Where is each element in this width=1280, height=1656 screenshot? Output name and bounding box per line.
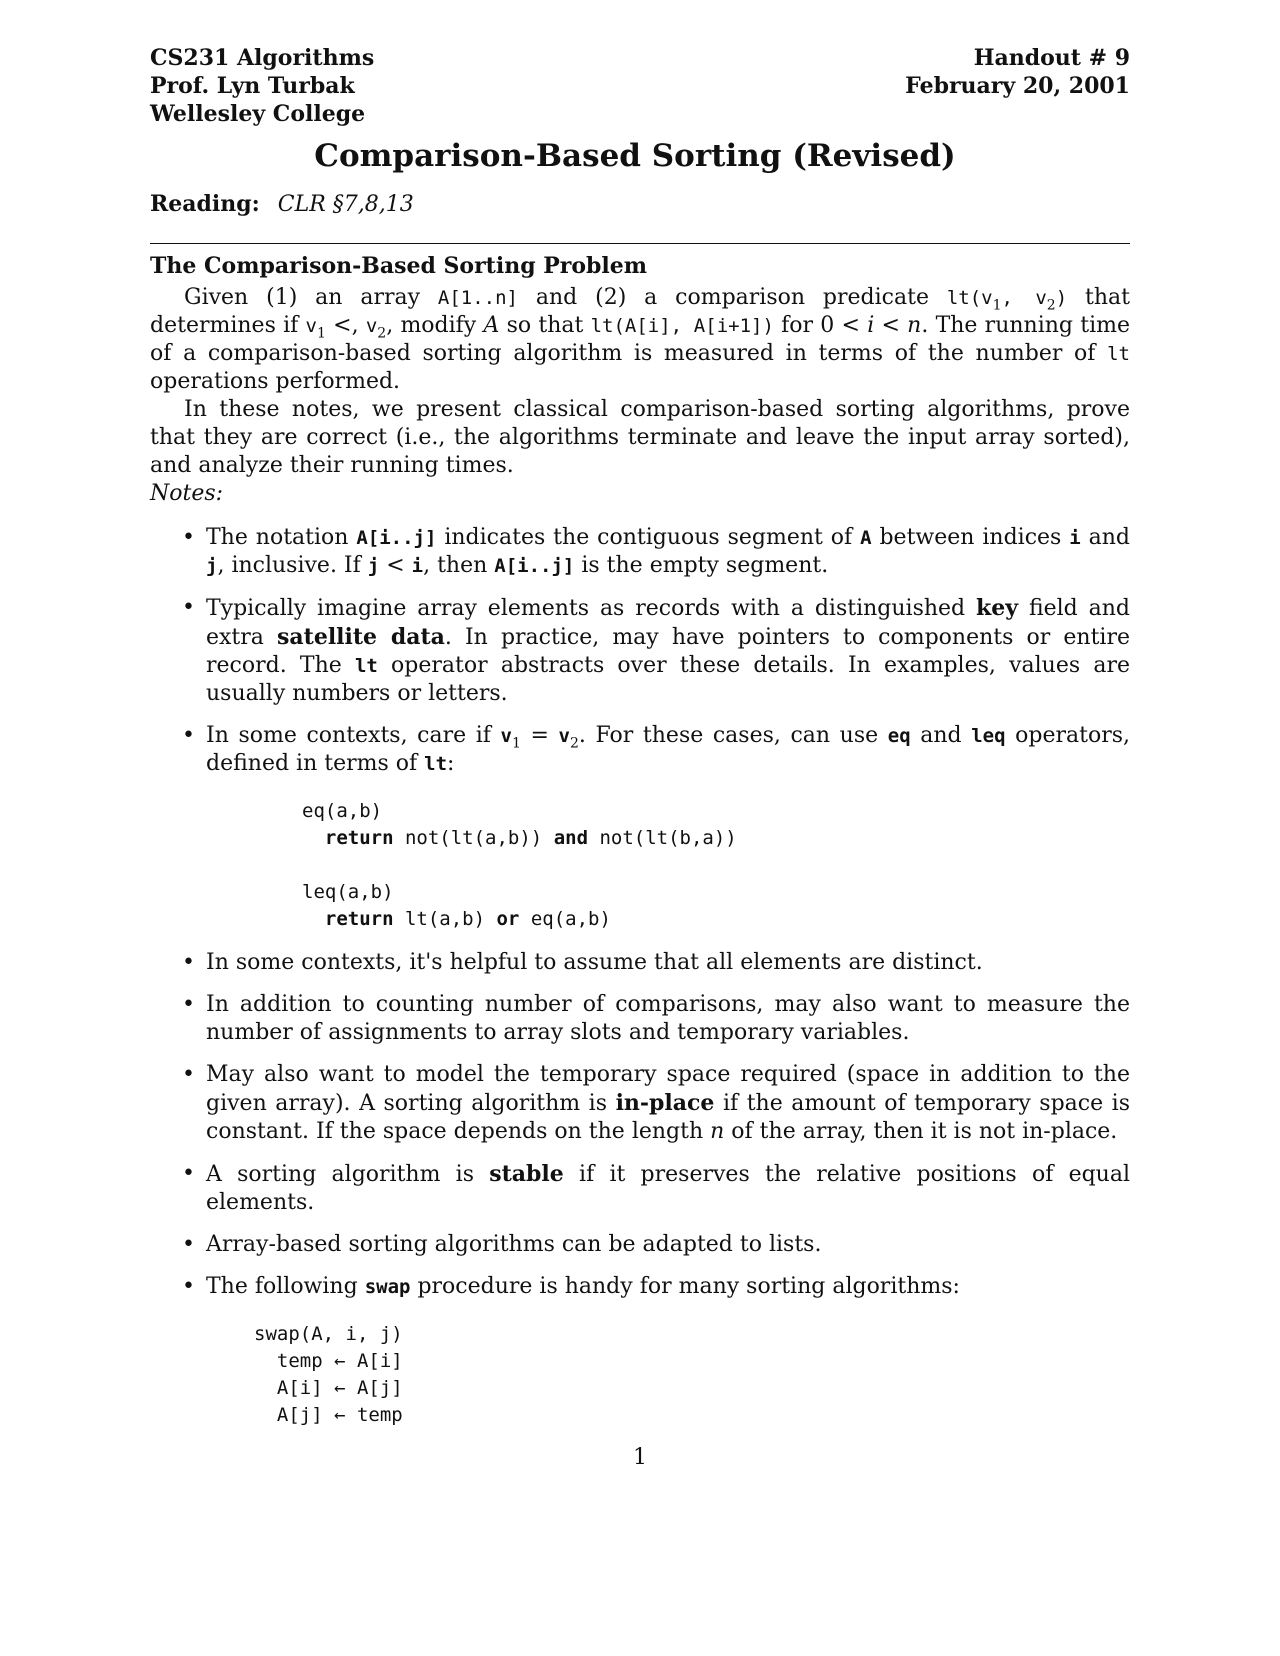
list-item: • In some contexts, it's helpful to assume that all elements are distinct. [150,949,1130,977]
notes-paragraph: In these notes, we present classical comparison-based sorting algorithms, prove that they are correct (i.e., the algorithms terminate and leave the input array sorted), and analyze their running times. [150,397,1130,478]
handout-date: February 20, 2001 [905,73,1130,99]
code-block-eq-leq: eq(a,b) return not(lt(a,b)) and not(lt(b,a)) leq(a,b) return lt(a,b) or eq(a,b) [302,800,737,930]
list-item: • In some contexts, care if $v_1 = v_2$. For these cases, can use eq and leq operators, defined in terms of lt: eq(a,b) return not(lt(a,b)) and not(lt(b,a)) leq(a,b) return lt(a,b) or eq(a,b) [150,722,1130,933]
intro-paragraph: Given (1) an array A[1..n] and (2) a comparison predicate $lt(v_1$, $v_2$) that determines if $v_1$ <, $v_2$, modify A so that lt(A[i], A[i+1]) for 0 < i < n. The running time of a comparison-based sorting algorithm is measured in terms of the number of lt operations performed. [150,285,1130,394]
handout-number: Handout # 9 [973,45,1130,71]
college-name: Wellesley College [150,101,366,127]
code-block-swap: swap(A, i, j) temp ← A[i] A[i] ← A[j] A[j] ← temp [254,1323,403,1426]
reading-line [150,190,1130,219]
section-title: The Comparison-Based Sorting Problem [150,253,648,279]
header-left [150,44,374,128]
notes-label: Notes: [150,481,224,506]
list-item: • The notation A[i..j] indicates the contiguous segment of A between indices i and j, inclusive. If j < i, then A[i..j] is the empty segment. [150,524,1130,580]
document-title: Comparison-Based Sorting (Revised) [314,138,956,174]
header-right [905,44,1130,128]
page-number: 1 [633,1445,647,1470]
page-header [150,44,1130,128]
reading-text: CLR §7,8,13 [277,192,414,217]
document-page [150,44,1130,1445]
list-item: • The following swap procedure is handy for many sorting algorithms: swap(A, i, j) temp ← A[i] A[i] ← A[j] A[j] ← temp [150,1273,1130,1429]
reading-label: Reading: [150,191,260,217]
list-item: • A sorting algorithm is stable if it preserves the relative positions of equal elements. [150,1160,1130,1217]
list-item: • Typically imagine array elements as records with a distinguished key field and extra satellite data. In practice, may have pointers to components or entire record. The lt operator abstracts over these details. In examples, values are usually numbers or letters. [150,594,1130,708]
list-item: • Array-based sorting algorithms can be adapted to lists. [150,1231,1130,1259]
course-name: CS231 Algorithms [150,45,375,71]
notes-list [150,524,1130,1429]
horizontal-rule [150,243,1130,244]
list-item: • May also want to model the temporary space required (space in addition to the given array). A sorting algorithm is in-place if the amount of temporary space is constant. If the space depends on the length n of the array, then it is not in-place. [150,1061,1130,1146]
professor-name: Prof. Lyn Turbak [150,73,355,99]
list-item: • In addition to counting number of comparisons, may also want to measure the number of assignments to array slots and temporary variables. [150,991,1130,1047]
